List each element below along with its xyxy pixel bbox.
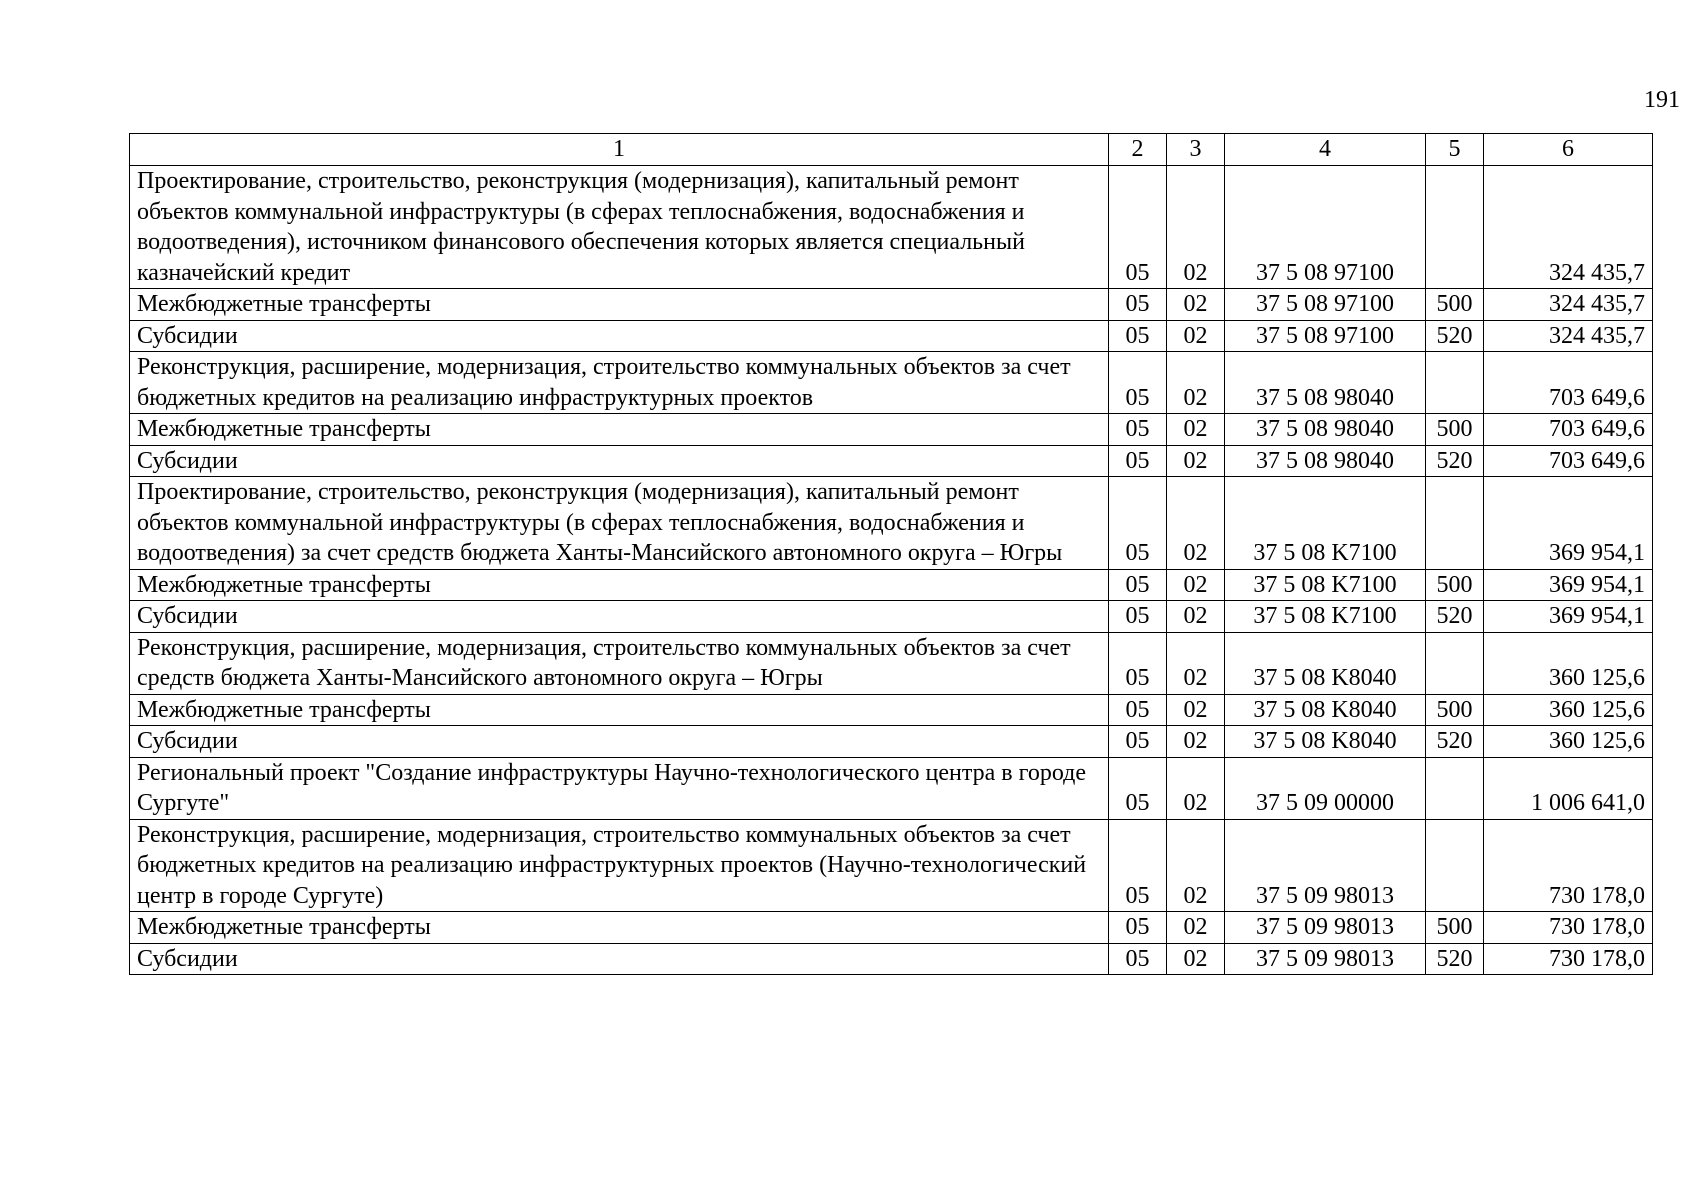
- section-code-cell: 05: [1109, 320, 1167, 352]
- row-name-cell: Субсидии: [130, 943, 1109, 975]
- subsection-code-cell: 02: [1167, 352, 1225, 414]
- amount-cell: 730 178,0: [1484, 943, 1653, 975]
- header-row: [130, 134, 1653, 166]
- subsection-code-cell: 02: [1167, 757, 1225, 819]
- section-code-cell: 05: [1109, 726, 1167, 758]
- subsection-code-cell: 02: [1167, 601, 1225, 633]
- subsection-code-cell: 02: [1167, 726, 1225, 758]
- table-header: [130, 134, 1653, 166]
- expense-type-cell: 520: [1426, 943, 1484, 975]
- table-row: [130, 289, 1653, 321]
- amount-cell: 369 954,1: [1484, 569, 1653, 601]
- row-name-cell: Межбюджетные трансферты: [130, 912, 1109, 944]
- amount-cell: 703 649,6: [1484, 352, 1653, 414]
- table-row: [130, 912, 1653, 944]
- row-name-cell: Субсидии: [130, 445, 1109, 477]
- subsection-code-cell: 02: [1167, 569, 1225, 601]
- column-header: 6: [1484, 134, 1653, 166]
- section-code-cell: 05: [1109, 414, 1167, 446]
- table-body: [130, 166, 1653, 975]
- section-code-cell: 05: [1109, 819, 1167, 912]
- target-article-cell: 37 5 08 K8040: [1225, 632, 1426, 694]
- row-name-cell: Проектирование, строительство, реконструкция (модернизация), капитальный ремонт объектов коммунальной инфраструктуры (в сферах теплоснабжения, водоснабжения и водоотведения) за счет средств бюджета Ханты-Мансийского автономного округа – Югры: [130, 477, 1109, 570]
- row-name-cell: Проектирование, строительство, реконструкция (модернизация), капитальный ремонт объектов коммунальной инфраструктуры (в сферах теплоснабжения, водоснабжения и водоотведения), источником финансового обеспечения которых является специальный казначейский кредит: [130, 166, 1109, 289]
- subsection-code-cell: 02: [1167, 414, 1225, 446]
- table-row: [130, 943, 1653, 975]
- section-code-cell: 05: [1109, 477, 1167, 570]
- target-article-cell: 37 5 08 98040: [1225, 414, 1426, 446]
- target-article-cell: 37 5 08 98040: [1225, 445, 1426, 477]
- amount-cell: 324 435,7: [1484, 320, 1653, 352]
- table-row: [130, 569, 1653, 601]
- amount-cell: 703 649,6: [1484, 414, 1653, 446]
- section-code-cell: 05: [1109, 445, 1167, 477]
- target-article-cell: 37 5 09 98013: [1225, 819, 1426, 912]
- column-header: 3: [1167, 134, 1225, 166]
- amount-cell: 730 178,0: [1484, 819, 1653, 912]
- target-article-cell: 37 5 08 K8040: [1225, 694, 1426, 726]
- row-name-cell: Межбюджетные трансферты: [130, 289, 1109, 321]
- subsection-code-cell: 02: [1167, 320, 1225, 352]
- amount-cell: 1 006 641,0: [1484, 757, 1653, 819]
- row-name-cell: Межбюджетные трансферты: [130, 414, 1109, 446]
- table-row: [130, 632, 1653, 694]
- expense-type-cell: 520: [1426, 445, 1484, 477]
- section-code-cell: 05: [1109, 601, 1167, 633]
- column-header: 2: [1109, 134, 1167, 166]
- expense-type-cell: [1426, 757, 1484, 819]
- amount-cell: 703 649,6: [1484, 445, 1653, 477]
- target-article-cell: 37 5 08 K7100: [1225, 601, 1426, 633]
- table-row: [130, 320, 1653, 352]
- section-code-cell: 05: [1109, 912, 1167, 944]
- target-article-cell: 37 5 08 97100: [1225, 166, 1426, 289]
- subsection-code-cell: 02: [1167, 819, 1225, 912]
- section-code-cell: 05: [1109, 352, 1167, 414]
- target-article-cell: 37 5 08 97100: [1225, 289, 1426, 321]
- row-name-cell: Межбюджетные трансферты: [130, 569, 1109, 601]
- amount-cell: 730 178,0: [1484, 912, 1653, 944]
- table-row: [130, 166, 1653, 289]
- row-name-cell: Субсидии: [130, 320, 1109, 352]
- section-code-cell: 05: [1109, 166, 1167, 289]
- subsection-code-cell: 02: [1167, 943, 1225, 975]
- table-row: [130, 477, 1653, 570]
- table-row: [130, 352, 1653, 414]
- row-name-cell: Реконструкция, расширение, модернизация, строительство коммунальных объектов за счет средств бюджета Ханты-Мансийского автономного округа – Югры: [130, 632, 1109, 694]
- expense-type-cell: 500: [1426, 289, 1484, 321]
- expense-type-cell: 500: [1426, 569, 1484, 601]
- row-name-cell: Региональный проект "Создание инфраструктуры Научно-технологического центра в городе Сургуте": [130, 757, 1109, 819]
- expense-type-cell: [1426, 166, 1484, 289]
- target-article-cell: 37 5 08 98040: [1225, 352, 1426, 414]
- section-code-cell: 05: [1109, 569, 1167, 601]
- amount-cell: 369 954,1: [1484, 477, 1653, 570]
- subsection-code-cell: 02: [1167, 289, 1225, 321]
- row-name-cell: Реконструкция, расширение, модернизация, строительство коммунальных объектов за счет бюджетных кредитов на реализацию инфраструктурных проектов: [130, 352, 1109, 414]
- table-row: [130, 757, 1653, 819]
- amount-cell: 324 435,7: [1484, 289, 1653, 321]
- table-row: [130, 445, 1653, 477]
- subsection-code-cell: 02: [1167, 166, 1225, 289]
- row-name-cell: Субсидии: [130, 726, 1109, 758]
- expense-type-cell: 500: [1426, 414, 1484, 446]
- amount-cell: 369 954,1: [1484, 601, 1653, 633]
- amount-cell: 360 125,6: [1484, 726, 1653, 758]
- target-article-cell: 37 5 08 97100: [1225, 320, 1426, 352]
- expense-type-cell: 520: [1426, 320, 1484, 352]
- subsection-code-cell: 02: [1167, 445, 1225, 477]
- expense-type-cell: [1426, 632, 1484, 694]
- expense-type-cell: [1426, 352, 1484, 414]
- amount-cell: 360 125,6: [1484, 694, 1653, 726]
- row-name-cell: Субсидии: [130, 601, 1109, 633]
- target-article-cell: 37 5 09 00000: [1225, 757, 1426, 819]
- page-number: 191: [1644, 87, 1680, 113]
- table-row: [130, 414, 1653, 446]
- column-header: 1: [130, 134, 1109, 166]
- subsection-code-cell: 02: [1167, 477, 1225, 570]
- section-code-cell: 05: [1109, 632, 1167, 694]
- table-row: [130, 819, 1653, 912]
- expense-type-cell: 520: [1426, 601, 1484, 633]
- target-article-cell: 37 5 08 K7100: [1225, 477, 1426, 570]
- section-code-cell: 05: [1109, 757, 1167, 819]
- subsection-code-cell: 02: [1167, 694, 1225, 726]
- target-article-cell: 37 5 08 K7100: [1225, 569, 1426, 601]
- table-row: [130, 726, 1653, 758]
- table-row: [130, 601, 1653, 633]
- target-article-cell: 37 5 09 98013: [1225, 912, 1426, 944]
- section-code-cell: 05: [1109, 289, 1167, 321]
- expense-type-cell: [1426, 819, 1484, 912]
- budget-table: [129, 133, 1653, 975]
- expense-type-cell: [1426, 477, 1484, 570]
- subsection-code-cell: 02: [1167, 912, 1225, 944]
- column-header: 4: [1225, 134, 1426, 166]
- expense-type-cell: 500: [1426, 912, 1484, 944]
- expense-type-cell: 500: [1426, 694, 1484, 726]
- section-code-cell: 05: [1109, 943, 1167, 975]
- table-row: [130, 694, 1653, 726]
- column-header: 5: [1426, 134, 1484, 166]
- amount-cell: 360 125,6: [1484, 632, 1653, 694]
- row-name-cell: Реконструкция, расширение, модернизация, строительство коммунальных объектов за счет бюджетных кредитов на реализацию инфраструктурных проектов (Научно-технологический центр в городе Сургуте): [130, 819, 1109, 912]
- target-article-cell: 37 5 09 98013: [1225, 943, 1426, 975]
- expense-type-cell: 520: [1426, 726, 1484, 758]
- subsection-code-cell: 02: [1167, 632, 1225, 694]
- target-article-cell: 37 5 08 K8040: [1225, 726, 1426, 758]
- section-code-cell: 05: [1109, 694, 1167, 726]
- row-name-cell: Межбюджетные трансферты: [130, 694, 1109, 726]
- amount-cell: 324 435,7: [1484, 166, 1653, 289]
